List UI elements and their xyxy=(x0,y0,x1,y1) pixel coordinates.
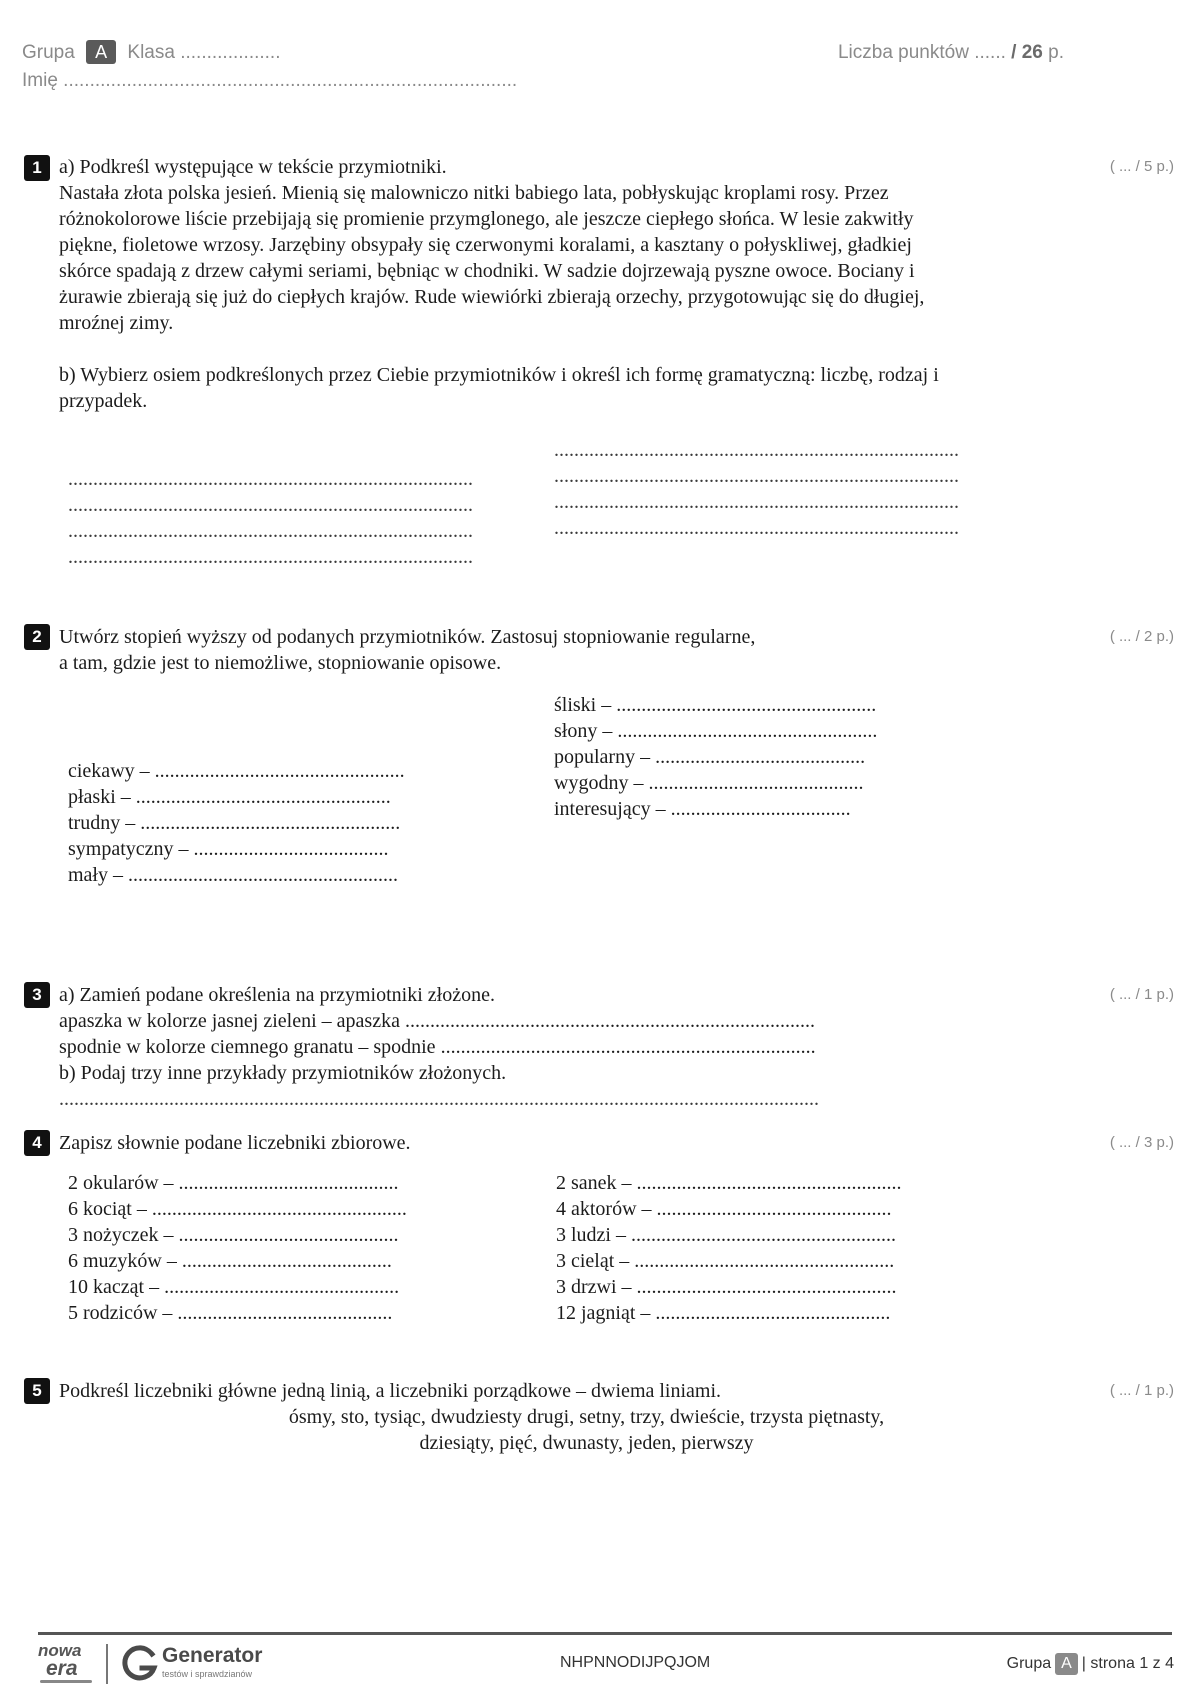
task-1-paragraph xyxy=(59,180,924,336)
scarf-line[interactable]: apaszka w kolorze jasnej zieleni – apaszka .................................................................................. xyxy=(59,1010,815,1032)
answer-line[interactable]: ................................................................................. xyxy=(554,439,959,461)
paragraph-line: piękne, fioletowe wrzosy. Jarzębiny obsypały się czerwonymi koralami, a kasztany o połyskliwej, gładkiej xyxy=(59,234,912,256)
task-5-words xyxy=(59,1404,1114,1456)
trousers-line[interactable]: spodnie w kolorze ciemnego granatu – spodnie ........................................................................... xyxy=(59,1036,816,1058)
instruction-line: a tam, gdzie jest to niemożliwe, stopniowanie opisowe. xyxy=(59,652,502,674)
task-3a-instruction: a) Zamień podane określenia na przymiotniki złożone. xyxy=(59,984,495,1006)
task-1a-instruction: a) Podkreśl występujące w tekście przymiotniki. xyxy=(59,156,447,178)
numeral-item[interactable]: 4 aktorów – ............................................... xyxy=(556,1198,892,1220)
adjective-item[interactable]: płaski – ................................................... xyxy=(68,786,391,808)
task-5-instruction: Podkreśl liczebniki główne jedną linią, a liczebniki porządkowe – dwiema liniami. xyxy=(59,1380,722,1402)
words-line[interactable]: dziesiąty, pięć, dwunasty, jeden, pierwszy xyxy=(419,1432,754,1454)
task-3-number: 3 xyxy=(24,982,50,1008)
answer-line[interactable]: ................................................................................. xyxy=(68,468,473,490)
numeral-item[interactable]: 10 kacząt – ............................................... xyxy=(68,1276,400,1298)
numeral-item[interactable]: 6 muzyków – .......................................... xyxy=(68,1250,392,1272)
footer-group-label: Grupa xyxy=(1006,1655,1052,1672)
answer-line[interactable]: ........................................................................................................................................................ xyxy=(59,1088,819,1110)
instruction-line: przypadek. xyxy=(59,390,148,412)
paragraph-line: skórce spadają z drzew całymi seriami, bębniąc w chodniki. W sadzie dojrzewają pyszne owoce. Bociany i xyxy=(59,260,915,282)
group-class-header xyxy=(22,40,281,64)
instruction-line: b) Wybierz osiem podkreślonych przez Ciebie przymiotników i określ ich formę gramatyczną: liczbę, rodzaj i xyxy=(59,364,939,386)
paragraph-line: żurawie zbierają się już do ciepłych krajów. Rude wiewiórki zbierają orzechy, przygotowując się do długiej, xyxy=(59,286,925,308)
numeral-item[interactable]: 2 sanek – ..................................................... xyxy=(556,1172,902,1194)
logo-era-text: era xyxy=(46,1657,78,1680)
adjective-item[interactable]: mały – ...................................................... xyxy=(68,864,398,886)
logo-nowa-text: nowa xyxy=(38,1641,82,1660)
points-unit: p. xyxy=(1042,42,1064,63)
points-label: Liczba punktów ...... xyxy=(837,42,1012,63)
group-label: Grupa xyxy=(22,42,75,63)
adjective-item[interactable]: wygodny – ........................................... xyxy=(554,772,864,794)
task-1-number: 1 xyxy=(24,155,50,181)
generator-g-icon xyxy=(120,1644,160,1684)
task-1-answer-lines-left xyxy=(68,466,473,570)
name-field: Imię ...................................................................................... xyxy=(22,70,518,91)
answer-line[interactable]: ................................................................................. xyxy=(68,546,473,568)
task-2-points: ( ... / 2 p.) xyxy=(1109,628,1174,645)
adjective-item[interactable]: śliski – .................................................... xyxy=(554,694,877,716)
answer-line[interactable]: ................................................................................. xyxy=(68,494,473,516)
task-3b-instruction: b) Podaj trzy inne przykłady przymiotników złożonych. xyxy=(59,1062,507,1084)
nowa-era-logo xyxy=(38,1642,94,1686)
answer-line[interactable]: ................................................................................. xyxy=(68,520,473,542)
generator-brand xyxy=(162,1644,262,1680)
paragraph-line: Nastała złota polska jesień. Mienią się malowniczo nitki babiego lata, pobłyskując kroplami rosy. Przez xyxy=(59,182,889,204)
logo-separator xyxy=(106,1644,108,1684)
task-2-left-column xyxy=(68,758,405,888)
adjective-item[interactable]: interesujący – .................................... xyxy=(554,798,851,820)
numeral-item[interactable]: 2 okularów – ............................................ xyxy=(68,1172,399,1194)
task-4-left-column xyxy=(68,1170,407,1326)
numeral-item[interactable]: 12 jagniąt – ............................................... xyxy=(556,1302,891,1324)
adjective-item[interactable]: popularny – .......................................... xyxy=(554,746,866,768)
task-1b-instruction xyxy=(59,362,939,414)
numeral-item[interactable]: 3 nożyczek – ............................................ xyxy=(68,1224,399,1246)
task-5-number: 5 xyxy=(24,1378,50,1404)
footer-group-badge: A xyxy=(1055,1653,1078,1675)
task-5-points: ( ... / 1 p.) xyxy=(1109,1382,1174,1399)
task-2-number: 2 xyxy=(24,624,50,650)
numeral-item[interactable]: 3 drzwi – .................................................... xyxy=(556,1276,897,1298)
numeral-item[interactable]: 3 cieląt – .................................................... xyxy=(556,1250,895,1272)
generator-subtitle: testów i sprawdzianów xyxy=(162,1669,253,1679)
adjective-item[interactable]: trudny – .................................................... xyxy=(68,812,401,834)
answer-line[interactable]: ................................................................................. xyxy=(554,517,959,539)
paragraph-line: mroźnej zimy. xyxy=(59,312,174,334)
answer-line[interactable]: ................................................................................. xyxy=(554,491,959,513)
task-2-right-column xyxy=(554,692,877,822)
task-3-content xyxy=(59,982,819,1112)
answer-line[interactable]: ................................................................................. xyxy=(554,465,959,487)
page-number: | strona 1 z 4 xyxy=(1081,1655,1174,1672)
numeral-item[interactable]: 3 ludzi – ..................................................... xyxy=(556,1224,896,1246)
task-4-right-column xyxy=(556,1170,902,1326)
words-line[interactable]: ósmy, sto, tysiąc, dwudziesty drugi, setny, trzy, dwieście, trzysta piętnasty, xyxy=(288,1406,885,1428)
numeral-item[interactable]: 6 kociąt – ................................................... xyxy=(68,1198,407,1220)
task-3-points: ( ... / 1 p.) xyxy=(1109,986,1174,1003)
footer-divider xyxy=(38,1632,1172,1635)
class-label: Klasa ................... xyxy=(127,42,281,63)
task-1-answer-lines-right xyxy=(554,437,959,541)
adjective-item[interactable]: ciekawy – .................................................. xyxy=(68,760,405,782)
points-summary xyxy=(838,42,1064,64)
points-total: / 26 xyxy=(1011,42,1043,63)
generator-title: Generator xyxy=(162,1644,263,1667)
adjective-item[interactable]: sympatyczny – ....................................... xyxy=(68,838,389,860)
task-4-number: 4 xyxy=(24,1130,50,1156)
document-code: NHPNNODIJPQJOM xyxy=(560,1654,711,1671)
paragraph-line: różnokolorowe liście przebijają się promienie przymglonego, ale jeszcze ciepłego słońca. W lesie zakwitły xyxy=(59,208,914,230)
page-info xyxy=(1007,1653,1174,1675)
logo-swoosh xyxy=(40,1680,92,1683)
task-4-points: ( ... / 3 p.) xyxy=(1109,1134,1174,1151)
numeral-item[interactable]: 5 rodziców – ........................................... xyxy=(68,1302,393,1324)
instruction-line: Utwórz stopień wyższy od podanych przymiotników. Zastosuj stopniowanie regularne, xyxy=(59,626,756,648)
task-1-points: ( ... / 5 p.) xyxy=(1109,158,1174,175)
task-2-instruction xyxy=(59,624,755,676)
adjective-item[interactable]: słony – .................................................... xyxy=(554,720,878,742)
group-badge: A xyxy=(86,40,116,64)
task-4-instruction: Zapisz słownie podane liczebniki zbiorowe. xyxy=(59,1132,411,1154)
